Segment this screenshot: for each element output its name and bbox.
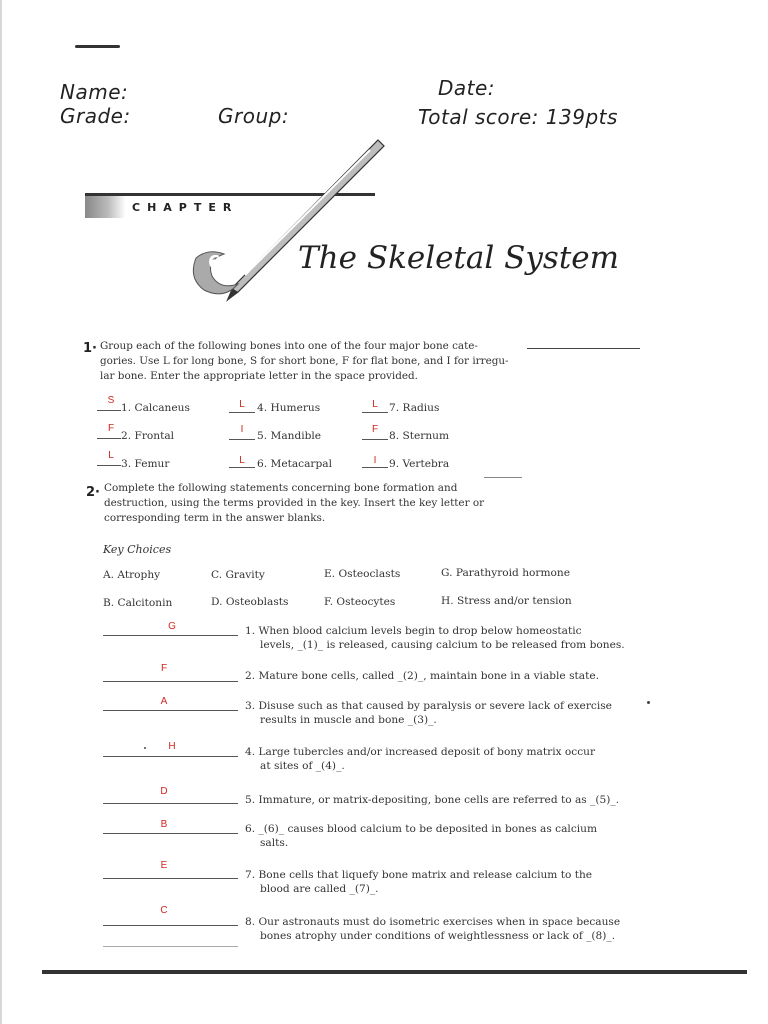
section1-end-mark [484,477,522,478]
instruction-line: lar bone. Enter the appropriate letter in the space provided. [100,370,418,382]
chapter-number: 6 [208,252,221,273]
statement-7 [245,868,630,896]
answer-humerus[interactable]: L [239,399,245,410]
key-choice: E. Osteoclasts [324,568,401,580]
answer-statement-1[interactable]: G [168,621,176,632]
answer-blank [362,412,388,413]
statement-line: 2. Mature bone cells, called _(2)_, maintain bone in a viable state. [245,670,599,682]
statement-line: 4. Large tubercles and/or increased deposit of bony matrix occur [245,746,596,758]
key-choice: D. Osteoblasts [211,596,289,608]
answer-blank [362,439,388,440]
item-vertebra: 9. Vertebra [389,458,450,470]
chapter-label: CHAPTER [132,201,239,214]
section1-score-line [527,348,640,349]
grade-label: Grade: [60,104,131,128]
key-choice: B. Calcitonin [103,597,173,609]
statement-2 [245,669,630,683]
stray-mark [647,701,650,704]
answer-statement-3[interactable]: A [160,696,168,707]
answer-blank [103,756,238,757]
statement-4 [245,745,630,773]
name-label: Name: [60,80,129,104]
statement-line: salts. [260,837,289,849]
statement-line: bones atrophy under conditions of weightlessness or lack of _(8)_. [260,930,616,942]
statement-8 [245,915,630,943]
answer-blank [103,946,238,947]
statement-1 [245,624,630,652]
instruction-line: Complete the following statements concerning bone formation and [104,482,458,494]
answer-blank [229,439,255,440]
key-choice: C. Gravity [211,569,265,581]
total-score-label: Total score: 139pts [418,105,618,129]
section1-instructions [100,339,509,384]
key-choices-title: Key Choices [103,543,172,556]
item-mandible: 5. Mandible [257,430,322,442]
instruction-line: Group each of the following bones into one of the four major bone cate- [100,340,478,352]
key-choice: G. Parathyroid hormone [441,567,570,579]
answer-blank [229,467,255,468]
statement-line: 5. Immature, or matrix-depositing, bone cells are referred to as _(5)_. [245,794,620,806]
answer-statement-2[interactable]: F [160,663,168,674]
answer-blank [103,878,238,879]
answer-blank [97,410,121,411]
statement-line: at sites of _(4)_. [260,760,345,772]
key-choice: A. Atrophy [103,569,161,581]
statement-line: 7. Bone cells that liquefy bone matrix and release calcium to the [245,869,593,881]
statement-line: results in muscle and bone _(3)_. [260,714,437,726]
answer-sternum[interactable]: F [371,424,379,435]
section2-instructions [104,481,484,526]
item-radius: 7. Radius [389,402,440,414]
answer-blank [103,803,238,804]
answer-blank [103,681,238,682]
answer-statement-7[interactable]: E [160,860,168,871]
answer-blank [97,438,121,439]
answer-blank [229,412,255,413]
answer-vertebra[interactable]: I [373,455,377,466]
answer-blank [103,635,238,636]
statement-line: 1. When blood calcium levels begin to drop below homeostatic [245,625,582,637]
answer-statement-8[interactable]: C [160,905,168,916]
statement-6 [245,822,630,850]
instruction-line: gories. Use L for long bone, S for short bone, F for flat bone, and I for irregu- [100,355,509,367]
chapter-title: The Skeletal System [298,240,620,276]
bottom-rule [42,970,747,974]
answer-blank [362,467,388,468]
answer-frontal[interactable]: F [107,423,115,434]
answer-blank [103,833,238,834]
instruction-line: corresponding term in the answer blanks. [104,512,326,524]
statement-line: levels, _(1)_ is released, causing calcium to be released from bones. [260,639,625,651]
instruction-line: destruction, using the terms provided in the key. Insert the key letter or [104,497,485,509]
answer-blank [103,710,238,711]
item-frontal: 2. Frontal [121,430,175,442]
key-choice: H. Stress and/or tension [441,595,572,607]
statement-3 [245,699,630,727]
answer-mandible[interactable]: I [240,424,244,435]
statement-line: 6. _(6)_ causes blood calcium to be deposited in bones as calcium [245,823,598,835]
answer-statement-5[interactable]: D [160,786,168,797]
key-choice: F. Osteocytes [324,596,396,608]
statement-line: 8. Our astronauts must do isometric exercises when in space because [245,916,621,928]
answer-metacarpal[interactable]: L [239,455,245,466]
group-label: Group: [218,104,290,128]
answer-radius[interactable]: L [372,399,378,410]
answer-blank [103,925,238,926]
item-humerus: 4. Humerus [257,402,321,414]
statement-line: blood are called _(7)_. [260,883,379,895]
section2-number: 2· [86,485,100,500]
statement-line: 3. Disuse such as that caused by paralysis or severe lack of exercise [245,700,612,712]
section1-number: 1· [83,341,97,356]
item-metacarpal: 6. Metacarpal [257,458,332,470]
item-sternum: 8. Sternum [389,430,450,442]
date-label: Date: [438,76,496,100]
item-calcaneus: 1. Calcaneus [121,402,190,414]
answer-statement-4[interactable]: H [168,741,176,752]
answer-femur[interactable]: L [108,450,114,461]
answer-statement-6[interactable]: B [160,819,168,830]
item-femur: 3. Femur [121,458,170,470]
stray-mark [144,747,146,749]
answer-blank [97,465,121,466]
statement-5 [245,793,630,807]
answer-calcaneus[interactable]: S [107,395,115,406]
